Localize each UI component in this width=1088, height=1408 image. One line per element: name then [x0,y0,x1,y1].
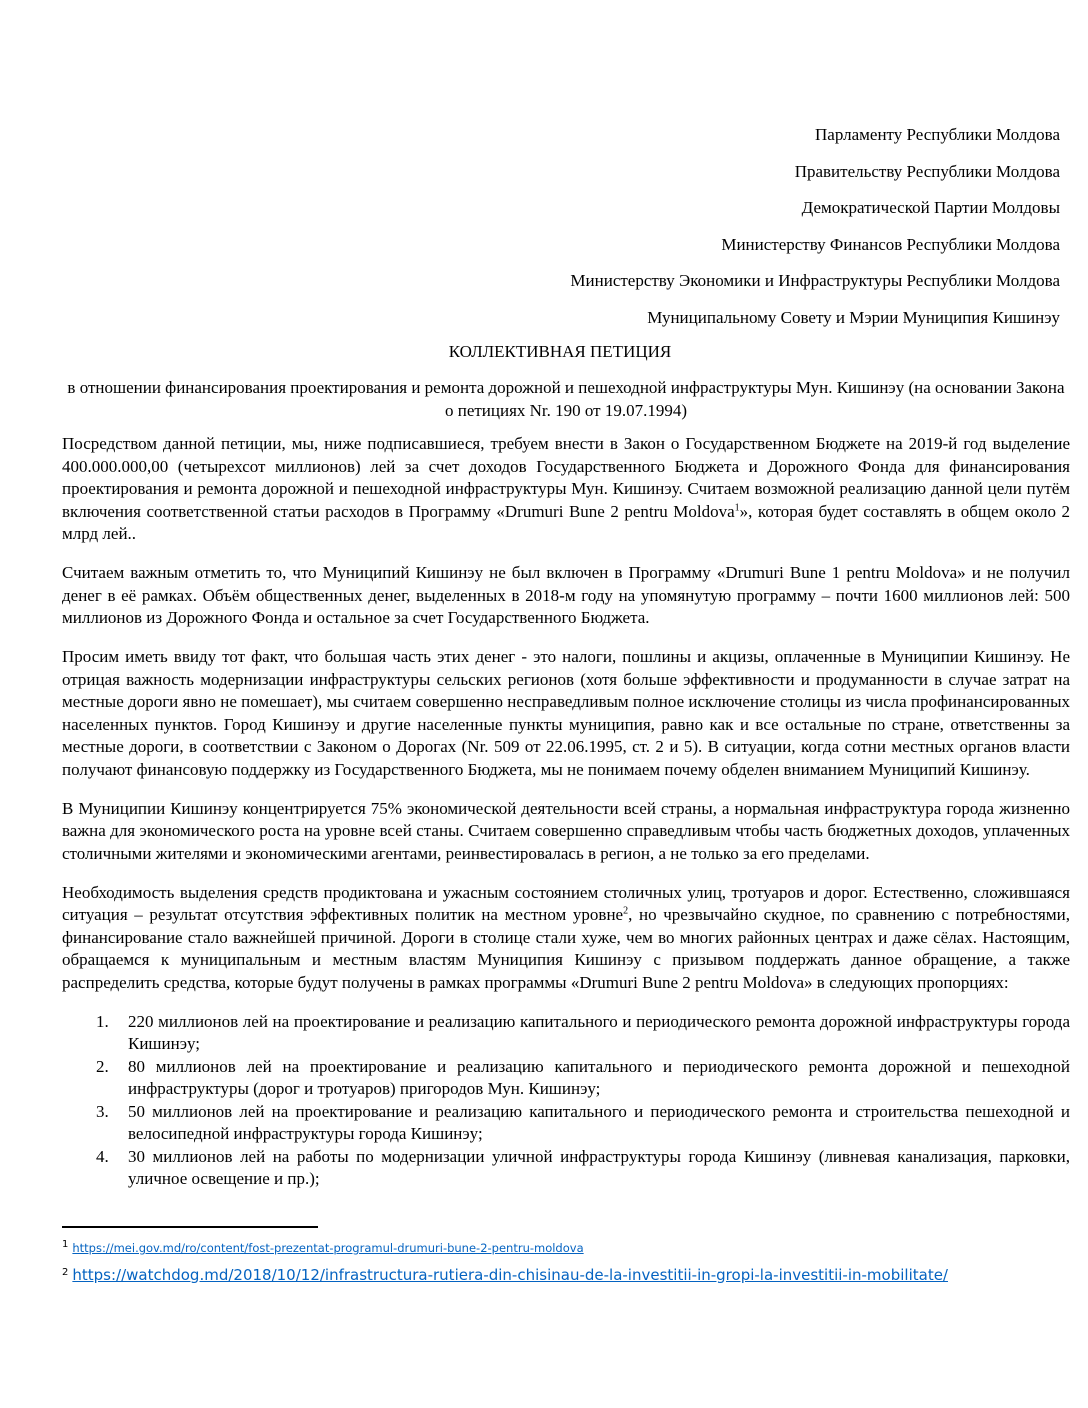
document-subtitle: в отношении финансирования проектирования и ремонта дорожной и пешеходной инфраструктуры Мун. Кишинэу (на основании Закона о петициях Nr. 190 от 19.07.1994) [67,378,1065,420]
list-item [62,1011,1070,1056]
list-item-number: 1. [96,1011,109,1031]
paragraph-5-text: Необходимость выделения средств продиктована и ужасным состоянием столичных улиц, тротуаров и дорог. Естественно, сложившаяся ситуация – результат отсутствия эффективных политик на местном уровне [62,882,1070,924]
addressee-government: Правительству Республики Молдова [794,161,1060,181]
paragraph-5-text-end: , но чрезвычайно скудное, по сравнению с потребностями, финансирование стало важнейшей причиной. Дороги в столице стали хуже, чем во многих районных центрах и даже сёлах. Настоящим, обращаемся к муниципальным и местным властям Муниципия Кишинэу с призывом поддержать данное обращение, а также распределить средства, которые будут получены в рамках программы «Drumuri Bune 2 pentru Moldova» в следующих пропорциях: [62,905,1070,992]
paragraph-3: Просим иметь ввиду тот факт, что большая часть этих денег - это налоги, пошлины и акцизы, оплаченные в Муниципии Кишинэу. Не отрицая важность модернизации инфраструктуры сельских регионов (хотя больше эффективности и продуманности в случае затрат на местные дороги явно не помешает), мы считаем совершенно несправедливым полное исключение столицы из числа профинансированных населенных пунктов. Город Кишинэу и другие населенные пункты муниципия, равно как и все остальные по стране, ответственны за местные дороги, в соответствии с Законом о Дорогах (Nr. 509 от 22.06.1995, ст. 2 и 5). В ситуации, когда сотни местных органов власти получают финансовую поддержку из Государственного Бюджета, мы не понимаем почему обделен вниманием Муниципий Кишинэу. [62,647,1070,779]
footnote-ref-1[interactable]: 1 [734,501,740,513]
list-item-text: 30 миллионов лей на работы по модернизации уличной инфраструктуры города Кишинэу (ливневая канализация, парковки, уличное освещение и пр.); [128,1146,1070,1188]
list-item [62,1056,1070,1101]
paragraph-1-text: Посредством данной петиции, мы, ниже подписавшиеся, требуем внести в Закон о Государственном Бюджете на 2019-й год выделение 400.000.000,00 (четырехсот миллионов) лей за счет доходов Государственного Бюджета и Дорожного Фонда для финансирования проектирования и ремонта дорожной и пешеходной инфраструктуры Мун. Кишинэу. Считаем возможной реализацию данной цели путём включения соответственной статьи расходов в Программу «Drumuri Bune 2 pentru Moldova [62,434,1070,521]
paragraph-1 [62,433,1070,546]
list-item [62,1146,1070,1191]
addressee-parliament: Парламенту Республики Молдова [815,125,1060,144]
document-body [62,433,1070,1191]
addressee-democratic-party: Демократической Партии Молдовы [801,198,1060,217]
addressee-finance-ministry: Министерству Финансов Республики Молдова [721,234,1060,254]
footnotes [62,1237,948,1289]
list-item-text: 50 миллионов лей на проектирование и реализацию капитального и периодического ремонта и строительства пешеходной и велосипедной инфраструктуры города Кишинэу; [128,1101,1070,1143]
footnote-ref-2[interactable]: 2 [623,905,629,917]
paragraph-5 [62,882,1070,995]
addressee-municipal-council: Муниципальному Совету и Мэрии Муниципия Кишинэу [647,307,1060,327]
document-title: КОЛЛЕКТИВНАЯ ПЕТИЦИЯ [448,342,672,361]
list-item [62,1101,1070,1146]
list-item-text: 80 миллионов лей на проектирование и реализацию капитального и периодического ремонта дорожной и пешеходной инфраструктуры (дорог и тротуаров) пригородов Мун. Кишинэу; [128,1056,1070,1098]
footnote-link-watchdog[interactable]: https://watchdog.md/2018/10/12/infrastructura-rutiera-din-chisinau-de-la-investitii-in-gropi-la-investitii-in-mobilitate/ [72,1265,948,1284]
footnote-1 [62,1237,948,1262]
footnote-divider [62,1226,318,1228]
footnote-mark: 1 [62,1239,69,1250]
footnote-2 [62,1264,948,1290]
list-item-number: 4. [96,1146,109,1166]
list-item-number: 2. [96,1056,109,1076]
paragraph-1-text-end: », которая будет составлять в общем около 2 млрд лей.. [62,501,1070,543]
addressee-economy-ministry: Министерству Экономики и Инфраструктуры Республики Молдова [570,271,1060,290]
paragraph-2: Считаем важным отметить то, что Муниципий Кишинэу не был включен в Программу «Drumuri Bune 1 pentru Moldova» и не получил денег в её рамках. Объём общественных денег, выделенных в 2018-м году на упомянутую программу – почти 1600 миллионов лей: 500 миллионов из Дорожного Фонда и остальное за счет Государственного Бюджета. [62,563,1070,627]
list-item-text: 220 миллионов лей на проектирование и реализацию капитального и периодического ремонта дорожной инфраструктуры города Кишинэу; [128,1011,1070,1053]
footnote-mark: 2 [62,1266,69,1278]
paragraph-4: В Муниципии Кишинэу концентрируется 75% экономической деятельности всей страны, а нормальная инфраструктура города жизненно важна для экономического роста на уровне всей станы. Считаем совершенно справедливым чтобы часть бюджетных доходов, уплаченных столичными жителями и экономическими агентами, реинвестировалась в регион, а не только за его пределами. [62,798,1070,863]
footnote-link-mei[interactable]: https://mei.gov.md/ro/content/fost-prezentat-programul-drumuri-bune-2-pentru-moldova [72,1241,584,1255]
list-item-number: 3. [96,1101,109,1121]
addressee-block [570,124,1060,343]
allocation-list [62,1011,1070,1191]
